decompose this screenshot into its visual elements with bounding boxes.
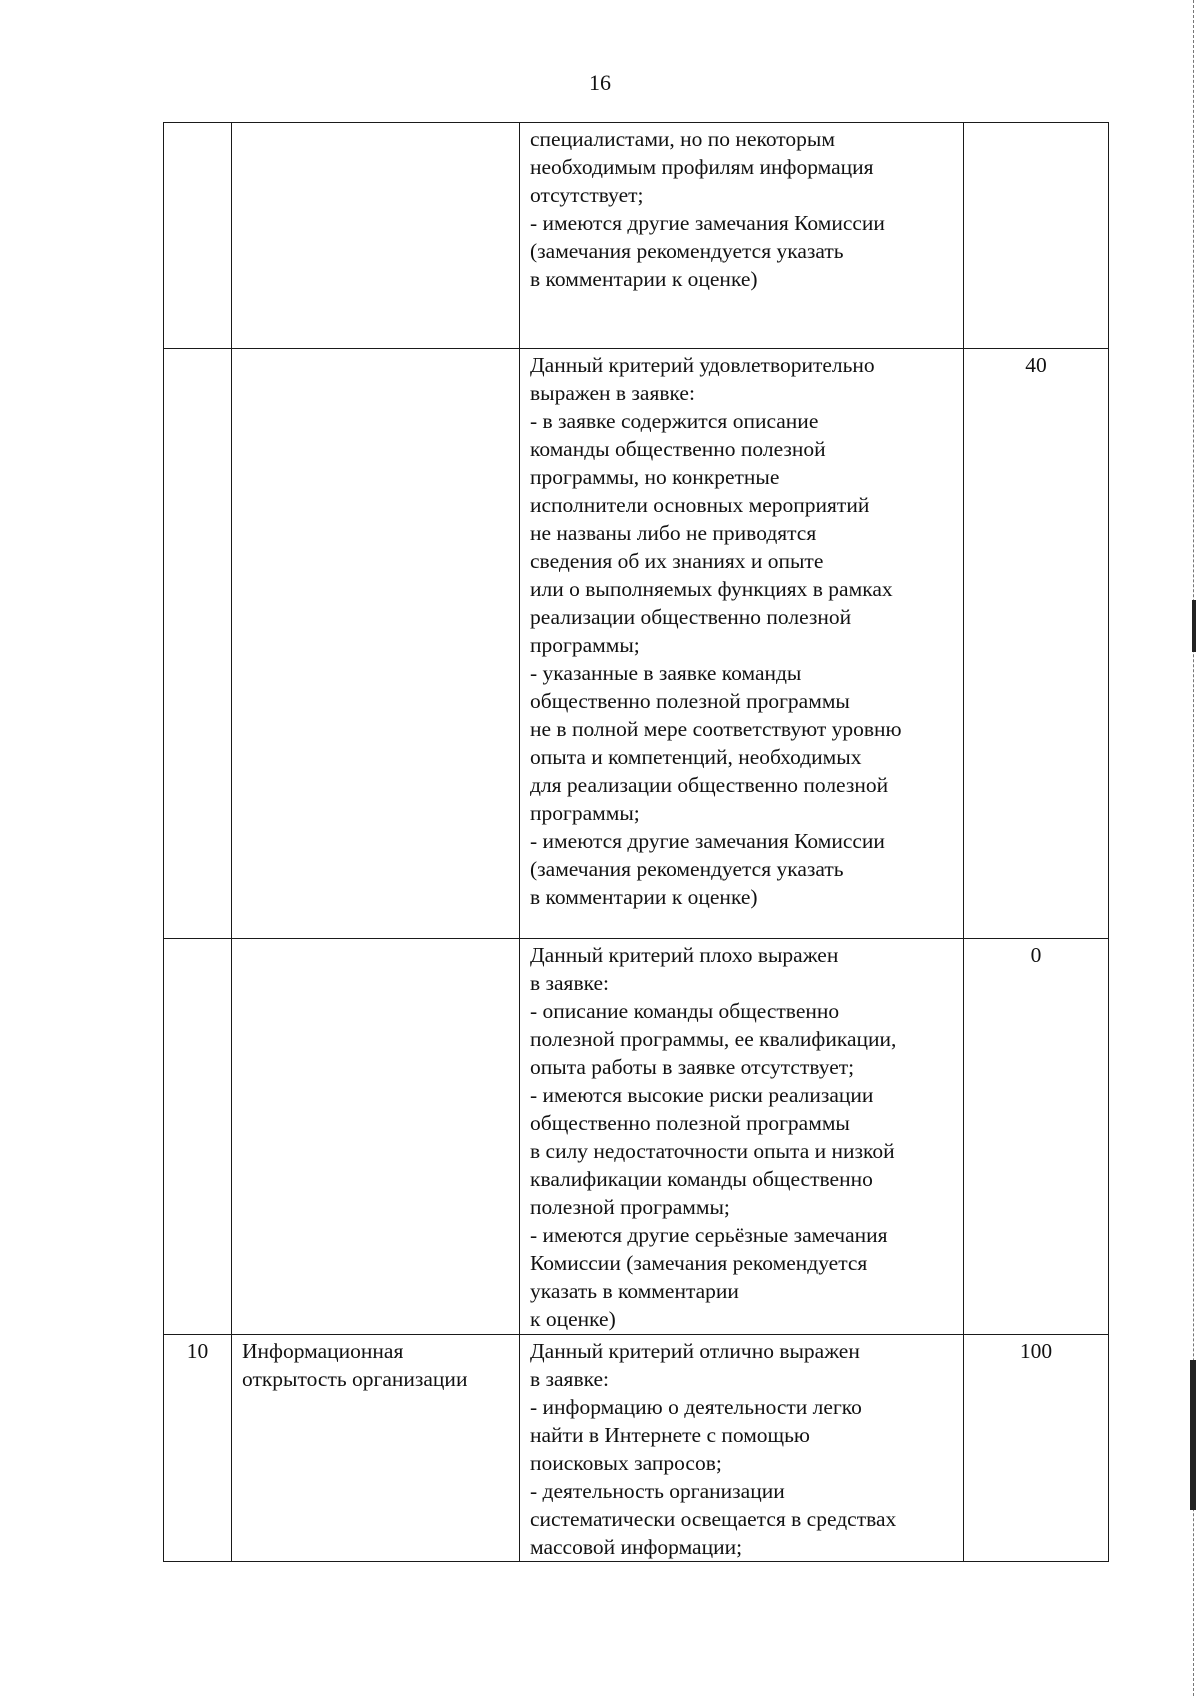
row-number-cell: [164, 349, 232, 939]
criterion-description-cell: Данный критерий плохо выражен в заявке: - описание команды общественно полезной программы, ее квалификации, опыта работы в заявке отсутствует; - имеются высокие риски реализации общественно полезной программы в силу недостаточности опыта и низкой квалификации команды общественно полезной программы; - имеются другие серьёзные замечания Комиссии (замечания рекомендуется указать в комментарии к оценке): [520, 939, 964, 1335]
score-cell: 0: [964, 939, 1109, 1335]
row-number-cell: [164, 123, 232, 349]
page-number: 16: [589, 70, 611, 95]
criterion-description-cell: Данный критерий удовлетворительно выражен в заявке: - в заявке содержится описание команды общественно полезной программы, но конкретные исполнители основных мероприятий не названы либо не приводятся сведения об их знаниях и опыте или о выполняемых функциях в рамках реализации общественно полезной программы; - указанные в заявке команды общественно полезной программы не в полной мере соответствуют уровню опыта и компетенций, необходимых для реализации общественно полезной программы; - имеются другие замечания Комиссии (замечания рекомендуется указать в комментарии к оценке): [520, 349, 964, 939]
scan-edge-mark: [1192, 600, 1196, 652]
criterion-description-cell: Данный критерий отлично выражен в заявке: - информацию о деятельности легко найти в Интернете с помощью поисковых запросов; - деятельность организации систематически освещается в средствах массовой информации;: [520, 1335, 964, 1562]
score-cell: 100: [964, 1335, 1109, 1562]
table-row: [164, 939, 1109, 1335]
table-row: [164, 123, 1109, 349]
criterion-name-cell: Информационная открытость организации: [232, 1335, 520, 1562]
row-number-cell: 10: [164, 1335, 232, 1562]
criterion-name-cell: [232, 349, 520, 939]
criterion-name-cell: [232, 123, 520, 349]
score-cell: [964, 123, 1109, 349]
criterion-description-cell: специалистами, но по некоторым необходимым профилям информация отсутствует; - имеются другие замечания Комиссии (замечания рекомендуется указать в комментарии к оценке): [520, 123, 964, 349]
score-cell: 40: [964, 349, 1109, 939]
row-number-cell: [164, 939, 232, 1335]
table-row: [164, 349, 1109, 939]
criterion-name-cell: [232, 939, 520, 1335]
criteria-table: [163, 122, 1109, 1562]
scan-edge-mark: [1190, 1360, 1196, 1510]
table-row: [164, 1335, 1109, 1562]
